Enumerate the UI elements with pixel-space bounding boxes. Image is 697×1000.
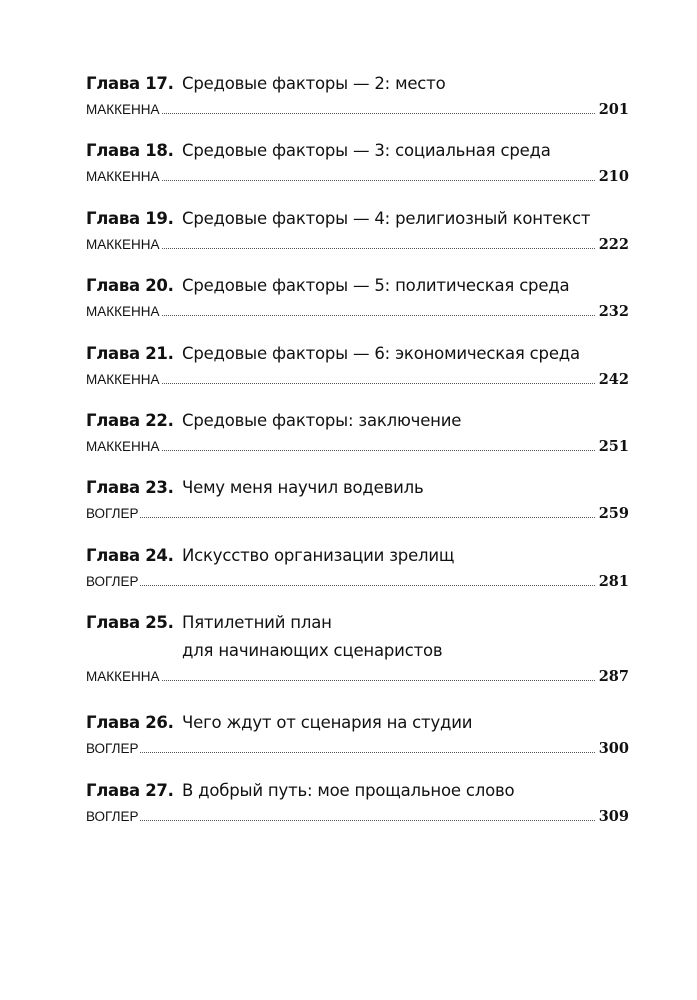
page-number[interactable]: 287 [598, 668, 629, 686]
toc-entry-author-line [86, 101, 629, 127]
dot-leader [140, 584, 594, 586]
dot-leader [162, 382, 595, 384]
page-number[interactable]: 210 [598, 168, 629, 186]
chapter-number: Глава 19. [86, 208, 174, 228]
toc-entry-author-line [86, 236, 629, 262]
chapter-title[interactable]: Средовые факторы — 2: место [182, 74, 446, 93]
chapter-number: Глава 24. [86, 545, 174, 565]
dot-leader [140, 751, 594, 753]
toc-entry-heading [86, 70, 629, 98]
toc-entry-chapter-21[interactable] [86, 340, 629, 407]
dot-leader [162, 247, 595, 249]
toc-entry-chapter-24[interactable] [86, 542, 629, 609]
toc-entry-heading [86, 340, 629, 368]
toc-entry-chapter-25[interactable] [86, 609, 629, 709]
dot-leader [162, 112, 595, 114]
chapter-title[interactable]: Средовые факторы — 3: социальная среда [182, 141, 551, 161]
toc-entry-heading [86, 407, 629, 435]
chapter-title[interactable]: Средовые факторы — 4: религиозный контекст [182, 208, 591, 228]
toc-entry-chapter-17[interactable] [86, 70, 629, 137]
toc-entry-author-line [86, 808, 629, 834]
dot-leader [140, 516, 594, 518]
toc-entry-author-line [86, 668, 629, 694]
chapter-number: Глава 26. [86, 713, 174, 733]
chapter-number: Глава 22. [86, 410, 174, 430]
chapter-title[interactable]: Средовые факторы: заключение [182, 410, 462, 430]
chapter-title[interactable]: Чего ждут от сценария на студии [182, 713, 473, 733]
chapter-author: МАККЕННА [86, 169, 160, 185]
dot-leader [162, 449, 595, 451]
chapter-author: МАККЕННА [86, 304, 160, 320]
page-number[interactable]: 232 [598, 303, 629, 321]
chapter-author: МАККЕННА [86, 236, 160, 252]
chapter-author: МАККЕННА [86, 102, 160, 117]
page-number[interactable]: 222 [598, 235, 629, 253]
dot-leader [140, 819, 594, 821]
chapter-number: Глава 25. [86, 613, 174, 633]
toc-entry-heading [86, 609, 629, 665]
chapter-title[interactable]: Искусство организации зрелищ [182, 545, 455, 565]
chapter-title[interactable]: Средовые факторы — 5: политическая среда [182, 276, 570, 296]
chapter-number: Глава 17. [86, 74, 174, 93]
toc-entry-heading [86, 709, 629, 737]
page-number[interactable]: 300 [598, 740, 629, 758]
chapter-number: Глава 23. [86, 478, 174, 498]
chapter-author: ВОГЛЕР [86, 741, 139, 757]
chapter-number: Глава 18. [86, 141, 174, 161]
toc-entry-chapter-20[interactable] [86, 272, 629, 339]
page-number[interactable]: 201 [598, 101, 629, 118]
toc-entry-heading [86, 272, 629, 300]
toc-entry-heading [86, 777, 629, 805]
page-number[interactable]: 259 [598, 505, 629, 523]
toc-entry-author-line [86, 371, 629, 397]
toc-entry-chapter-18[interactable] [86, 137, 629, 204]
page-number[interactable]: 309 [598, 807, 629, 825]
toc-entry-author-line [86, 573, 629, 599]
toc-entry-chapter-27[interactable] [86, 777, 629, 844]
dot-leader [162, 679, 595, 681]
toc-entry-author-line [86, 303, 629, 329]
dot-leader [162, 179, 595, 181]
page-number[interactable]: 281 [598, 572, 629, 590]
chapter-author: МАККЕННА [86, 371, 160, 387]
chapter-author: ВОГЛЕР [86, 573, 139, 589]
toc-entry-chapter-26[interactable] [86, 709, 629, 776]
toc-entry-heading [86, 474, 629, 502]
toc-entry-author-line [86, 740, 629, 766]
chapter-author: ВОГЛЕР [86, 808, 139, 824]
toc-entry-chapter-19[interactable] [86, 205, 629, 272]
page-number[interactable]: 251 [598, 437, 629, 455]
chapter-title[interactable]: В добрый путь: мое прощальное слово [182, 780, 515, 800]
toc-entry-heading [86, 542, 629, 570]
dot-leader [162, 314, 595, 316]
chapter-title[interactable]: Средовые факторы — 6: экономическая среда [182, 343, 580, 363]
toc-entry-author-line [86, 438, 629, 464]
toc-entry-heading [86, 205, 629, 233]
chapter-author: МАККЕННА [86, 669, 160, 685]
chapter-author: ВОГЛЕР [86, 506, 139, 522]
chapter-title[interactable]: Пятилетний план для начинающих сценаристов [182, 613, 443, 661]
toc-entry-author-line [86, 505, 629, 531]
chapter-author: МАККЕННА [86, 438, 160, 454]
toc-entry-chapter-22[interactable] [86, 407, 629, 474]
toc-entry-heading [86, 137, 629, 165]
chapter-number: Глава 21. [86, 343, 174, 363]
chapter-title[interactable]: Чему меня научил водевиль [182, 478, 424, 498]
toc-entry-chapter-23[interactable] [86, 474, 629, 541]
chapter-number: Глава 20. [86, 276, 174, 296]
table-of-contents [86, 70, 629, 844]
toc-entry-author-line [86, 168, 629, 194]
chapter-number: Глава 27. [86, 780, 174, 800]
page-number[interactable]: 242 [598, 370, 629, 388]
